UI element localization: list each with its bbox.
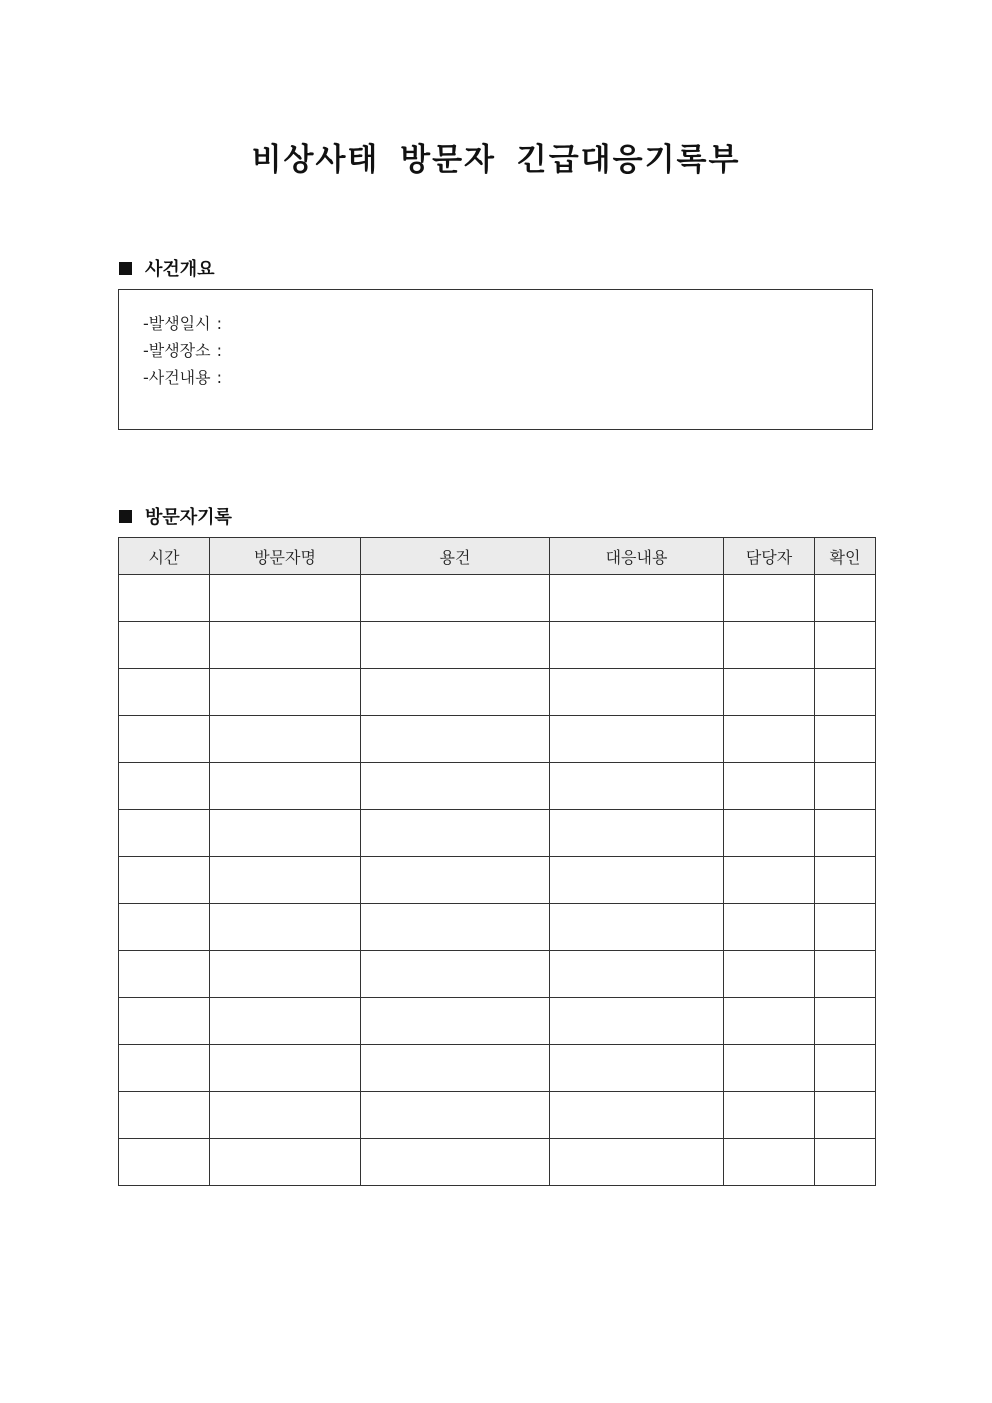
column-header-visitor-name: 방문자명 — [210, 538, 361, 575]
cell-visitor-name[interactable] — [210, 575, 361, 622]
cell-purpose[interactable] — [361, 716, 550, 763]
cell-person-in-charge[interactable] — [724, 1045, 815, 1092]
cell-confirm[interactable] — [815, 998, 876, 1045]
field-incident-details[interactable] — [143, 364, 872, 391]
cell-time[interactable] — [119, 575, 210, 622]
cell-visitor-name[interactable] — [210, 763, 361, 810]
cell-purpose[interactable] — [361, 669, 550, 716]
incident-section-heading — [119, 255, 215, 281]
incident-section-label: 사건개요 — [145, 259, 215, 280]
cell-time[interactable] — [119, 763, 210, 810]
table-row — [119, 716, 876, 763]
cell-purpose[interactable] — [361, 1045, 550, 1092]
square-bullet-icon — [119, 262, 132, 275]
field-label: -발생일시 — [143, 314, 211, 333]
cell-visitor-name[interactable] — [210, 1045, 361, 1092]
table-header-row — [119, 538, 876, 575]
cell-response[interactable] — [550, 1092, 724, 1139]
cell-visitor-name[interactable] — [210, 622, 361, 669]
cell-visitor-name[interactable] — [210, 1092, 361, 1139]
cell-time[interactable] — [119, 810, 210, 857]
table-row — [119, 1045, 876, 1092]
visitor-record-table — [118, 537, 876, 1186]
cell-confirm[interactable] — [815, 1045, 876, 1092]
cell-person-in-charge[interactable] — [724, 1092, 815, 1139]
cell-time[interactable] — [119, 669, 210, 716]
cell-response[interactable] — [550, 1045, 724, 1092]
cell-person-in-charge[interactable] — [724, 1139, 815, 1186]
cell-person-in-charge[interactable] — [724, 810, 815, 857]
cell-person-in-charge[interactable] — [724, 998, 815, 1045]
cell-visitor-name[interactable] — [210, 998, 361, 1045]
cell-purpose[interactable] — [361, 998, 550, 1045]
column-header-response: 대응내용 — [550, 538, 724, 575]
cell-confirm[interactable] — [815, 622, 876, 669]
cell-purpose[interactable] — [361, 810, 550, 857]
table-row — [119, 669, 876, 716]
cell-response[interactable] — [550, 810, 724, 857]
square-bullet-icon — [119, 510, 132, 523]
column-header-time: 시간 — [119, 538, 210, 575]
visitor-section-label: 방문자기록 — [145, 507, 232, 528]
visitor-section-heading — [119, 503, 232, 529]
field-label: -사건내용 — [143, 368, 211, 387]
cell-response[interactable] — [550, 998, 724, 1045]
cell-person-in-charge[interactable] — [724, 622, 815, 669]
cell-purpose[interactable] — [361, 1092, 550, 1139]
cell-response[interactable] — [550, 575, 724, 622]
cell-response[interactable] — [550, 669, 724, 716]
page-title: 비상사태 방문자 긴급대응기록부 — [251, 142, 741, 178]
cell-purpose[interactable] — [361, 1139, 550, 1186]
table-row — [119, 810, 876, 857]
cell-confirm[interactable] — [815, 904, 876, 951]
cell-person-in-charge[interactable] — [724, 904, 815, 951]
cell-purpose[interactable] — [361, 857, 550, 904]
cell-confirm[interactable] — [815, 810, 876, 857]
table-row — [119, 951, 876, 998]
table-row — [119, 904, 876, 951]
cell-purpose[interactable] — [361, 904, 550, 951]
visitor-table-body — [119, 575, 876, 1186]
cell-person-in-charge[interactable] — [724, 669, 815, 716]
cell-time[interactable] — [119, 716, 210, 763]
cell-visitor-name[interactable] — [210, 669, 361, 716]
cell-time[interactable] — [119, 1139, 210, 1186]
column-header-confirm: 확인 — [815, 538, 876, 575]
cell-response[interactable] — [550, 1139, 724, 1186]
column-header-person-in-charge: 담당자 — [724, 538, 815, 575]
cell-confirm[interactable] — [815, 1139, 876, 1186]
field-occurred-place[interactable] — [143, 337, 872, 364]
cell-confirm[interactable] — [815, 669, 876, 716]
cell-confirm[interactable] — [815, 1092, 876, 1139]
incident-summary-box — [118, 289, 873, 430]
field-occurred-datetime[interactable] — [143, 310, 872, 337]
field-separator: : — [216, 314, 222, 333]
cell-time[interactable] — [119, 998, 210, 1045]
cell-response[interactable] — [550, 904, 724, 951]
cell-time[interactable] — [119, 1092, 210, 1139]
field-label: -발생장소 — [143, 341, 211, 360]
cell-person-in-charge[interactable] — [724, 716, 815, 763]
cell-visitor-name[interactable] — [210, 857, 361, 904]
column-header-purpose: 용건 — [361, 538, 550, 575]
cell-visitor-name[interactable] — [210, 904, 361, 951]
field-separator: : — [216, 341, 222, 360]
table-row — [119, 1139, 876, 1186]
cell-response[interactable] — [550, 763, 724, 810]
cell-time[interactable] — [119, 857, 210, 904]
cell-time[interactable] — [119, 951, 210, 998]
cell-confirm[interactable] — [815, 763, 876, 810]
cell-visitor-name[interactable] — [210, 810, 361, 857]
cell-response[interactable] — [550, 622, 724, 669]
table-row — [119, 857, 876, 904]
cell-purpose[interactable] — [361, 951, 550, 998]
cell-person-in-charge[interactable] — [724, 951, 815, 998]
cell-response[interactable] — [550, 716, 724, 763]
cell-response[interactable] — [550, 857, 724, 904]
cell-visitor-name[interactable] — [210, 951, 361, 998]
cell-time[interactable] — [119, 904, 210, 951]
cell-purpose[interactable] — [361, 575, 550, 622]
cell-visitor-name[interactable] — [210, 1139, 361, 1186]
cell-purpose[interactable] — [361, 763, 550, 810]
table-row — [119, 575, 876, 622]
cell-visitor-name[interactable] — [210, 716, 361, 763]
cell-response[interactable] — [550, 951, 724, 998]
table-row — [119, 1092, 876, 1139]
cell-time[interactable] — [119, 622, 210, 669]
table-row — [119, 763, 876, 810]
cell-person-in-charge[interactable] — [724, 575, 815, 622]
cell-person-in-charge[interactable] — [724, 763, 815, 810]
cell-confirm[interactable] — [815, 951, 876, 998]
cell-person-in-charge[interactable] — [724, 857, 815, 904]
field-separator: : — [216, 368, 222, 387]
cell-confirm[interactable] — [815, 716, 876, 763]
cell-purpose[interactable] — [361, 622, 550, 669]
table-row — [119, 622, 876, 669]
cell-confirm[interactable] — [815, 575, 876, 622]
cell-confirm[interactable] — [815, 857, 876, 904]
table-row — [119, 998, 876, 1045]
cell-time[interactable] — [119, 1045, 210, 1092]
